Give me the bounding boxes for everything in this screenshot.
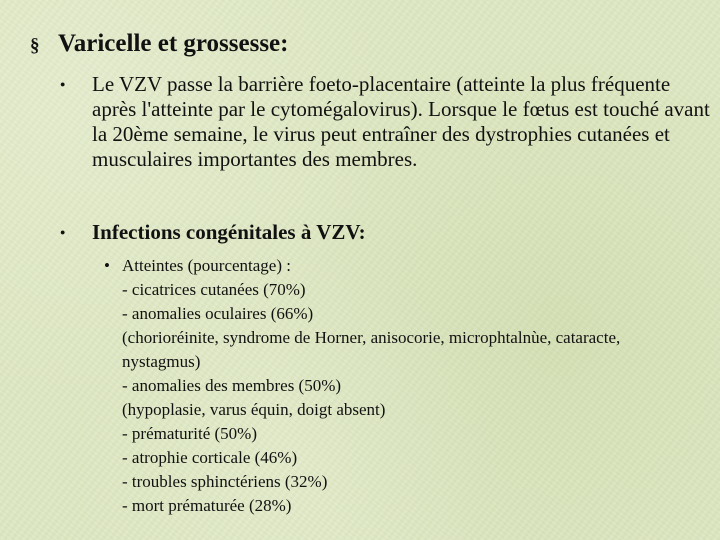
sub-bullet-line: - prématurité (50%) (122, 424, 257, 443)
sub-bullet-line: - cicatrices cutanées (70%) (122, 280, 306, 299)
bullet-dot-icon: ● (60, 227, 66, 237)
sub-bullet-line: (hypoplasie, varus équin, doigt absent) (122, 400, 386, 419)
sub-bullet-line: - atrophie corticale (46%) (122, 448, 298, 467)
sub-bullet-line: (chorioréinite, syndrome de Horner, anisocorie, microphtalnùe, cataracte, (122, 328, 621, 347)
sub-bullet-line: nystagmus) (122, 352, 201, 371)
sub-bullet-line: - anomalies des membres (50%) (122, 376, 342, 395)
sub-bullet-line: - troubles sphinctériens (32%) (122, 472, 328, 491)
bullet-text: Infections congénitales à VZV: (92, 220, 366, 244)
sub-bullet-lines (122, 254, 716, 518)
bullet-item (58, 220, 718, 245)
sub-bullet-item (104, 254, 716, 518)
sub-bullet-line: Atteintes (pourcentage) : (122, 256, 291, 275)
sub-bullet-line: - mort prématurée (28%) (122, 496, 292, 515)
slide-title (30, 30, 288, 58)
sub-bullet-dot-icon: • (104, 256, 110, 275)
bullet-item (58, 72, 718, 172)
bullet-text: Le VZV passe la barrière foeto-placentaire (atteinte la plus fréquente après l'atteinte par le cytomégalovirus). Lorsque le fœtus est touché avant la 20ème semaine, le virus peut entraîner des dystrophies cutanées et musculaires importantes des membres. (92, 72, 710, 171)
sub-bullet-line: - anomalies oculaires (66%) (122, 304, 314, 323)
section-icon: § (30, 35, 40, 56)
bullet-dot-icon: ● (60, 79, 66, 89)
title-text: Varicelle et grossesse: (58, 30, 289, 57)
